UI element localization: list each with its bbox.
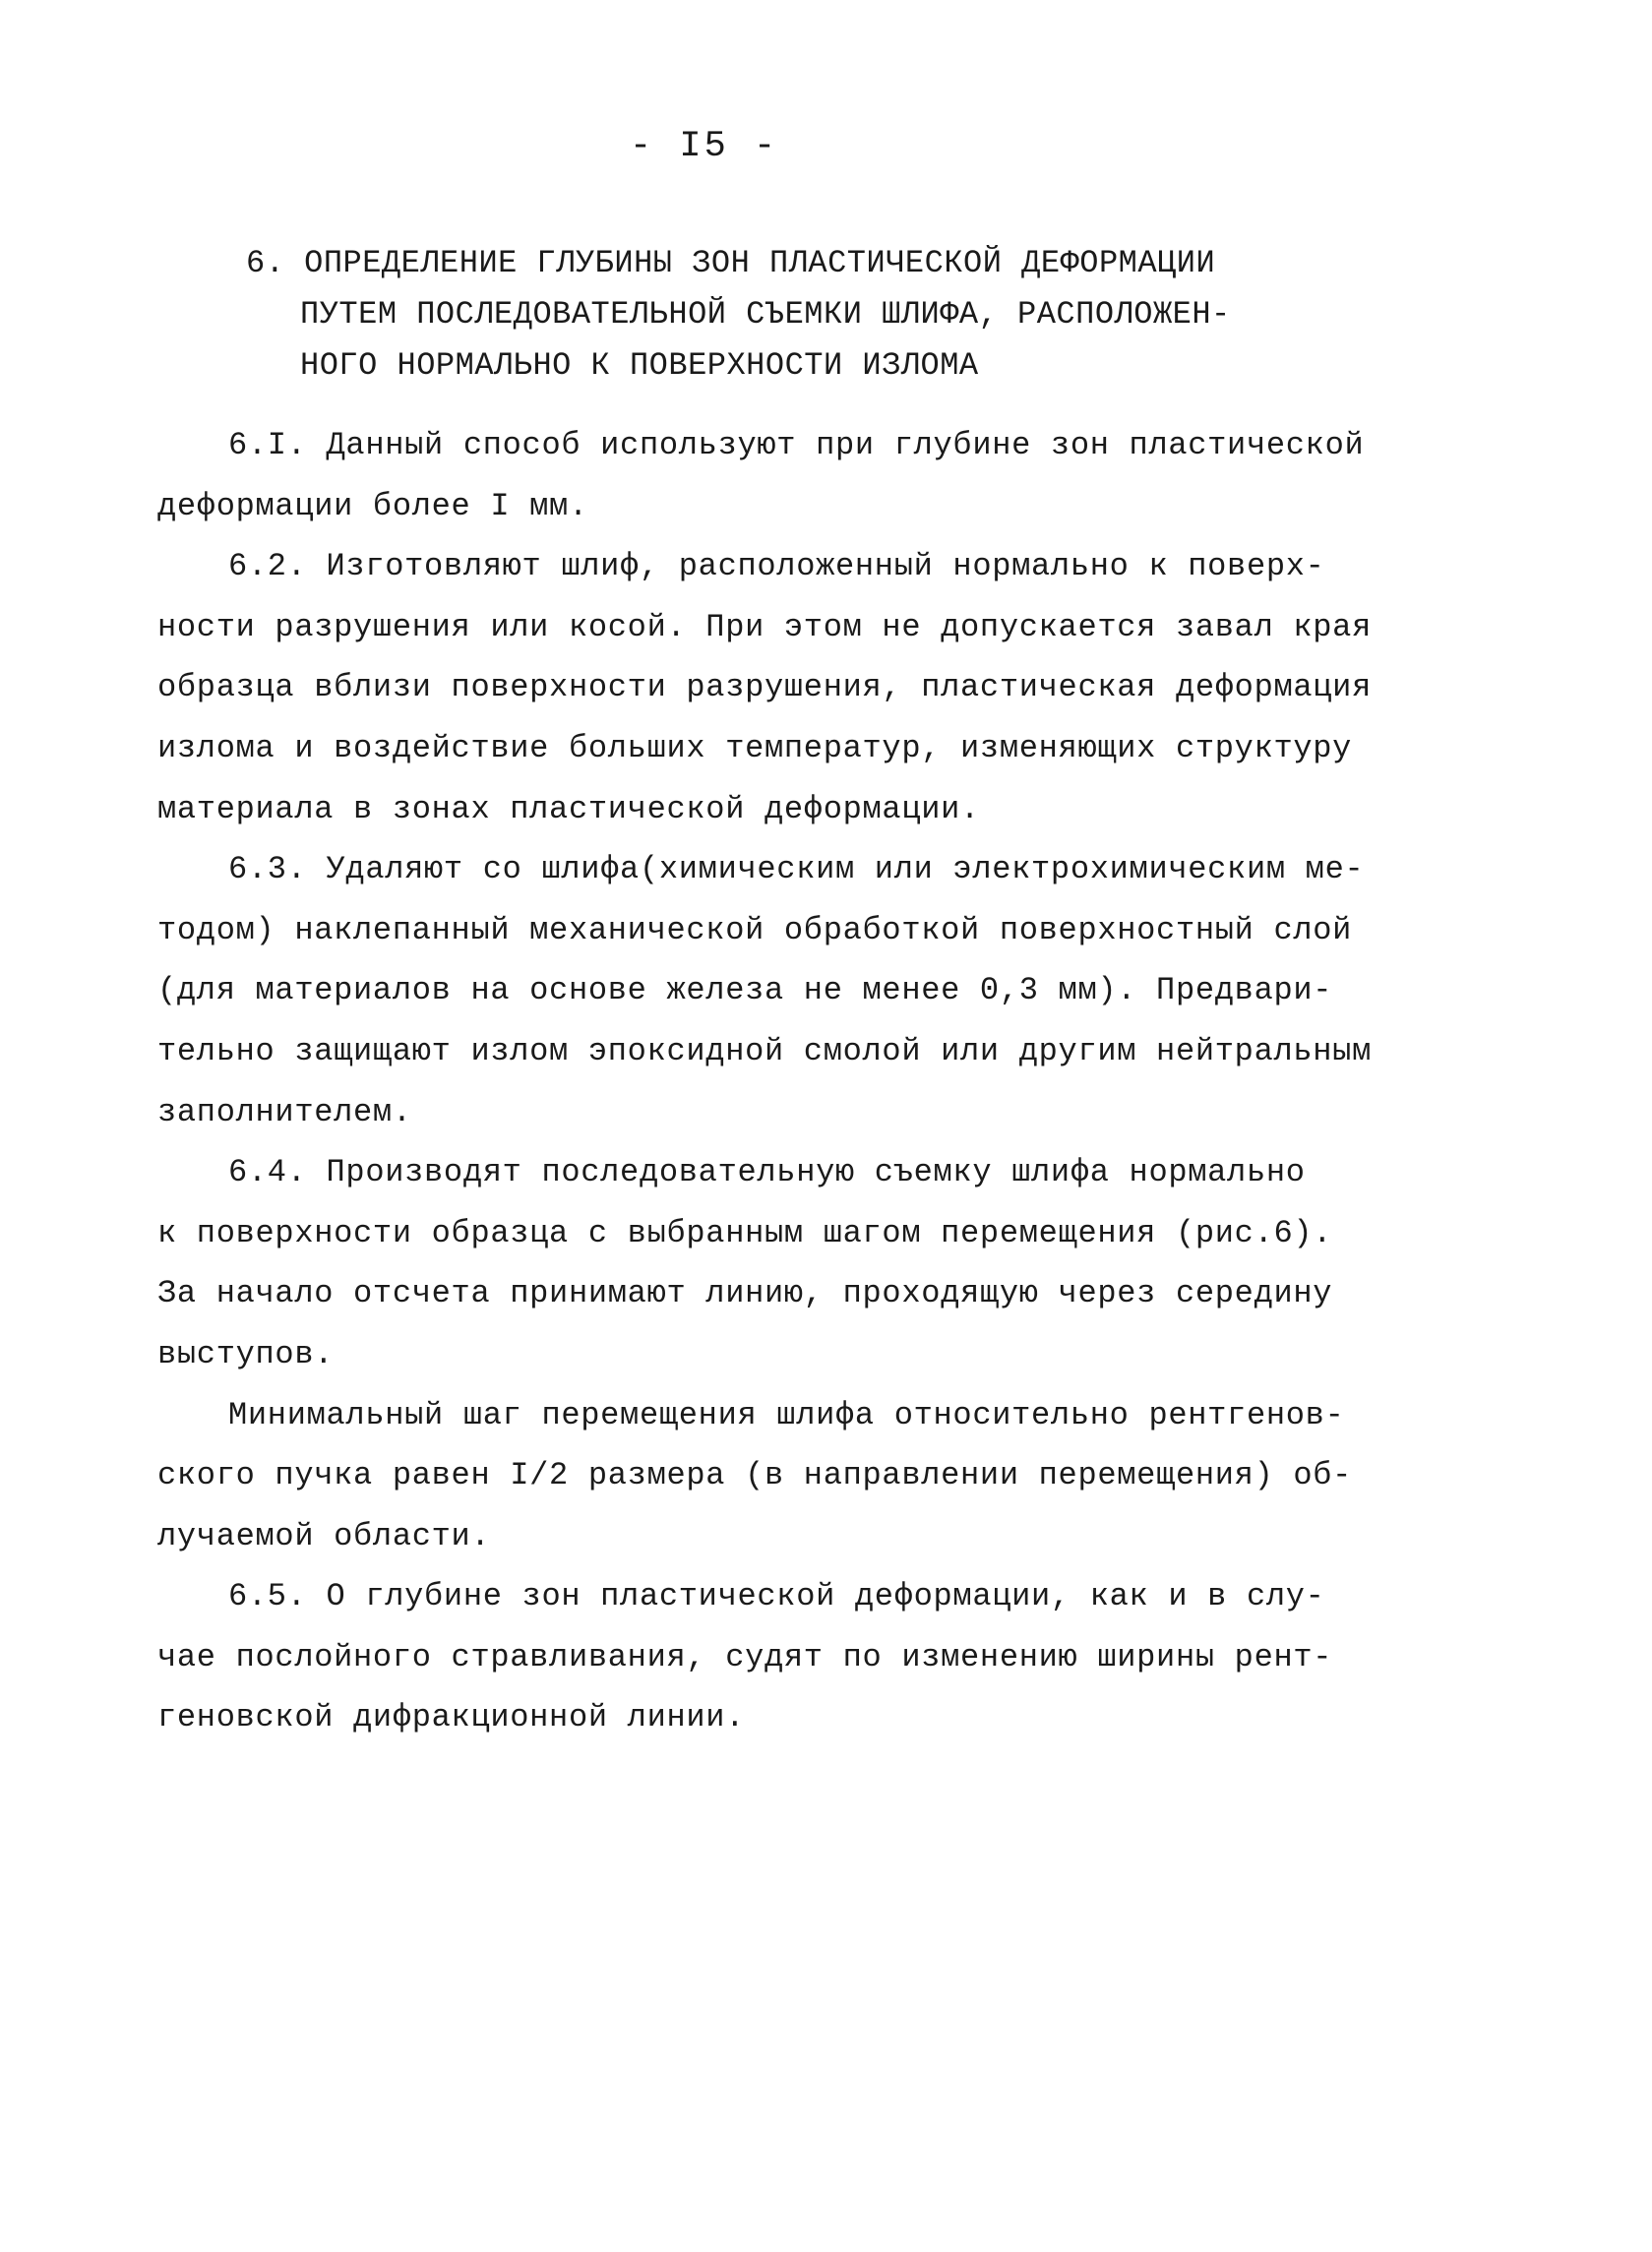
text-line: к поверхности образца с выбранным шагом перемещения (рис.6). [157,1214,1333,1251]
paragraph-minimal-step [157,1385,1353,1567]
text-line: излома и воздействие больших температур, изменяющих структуру [157,729,1353,766]
text-line: образца вблизи поверхности разрушения, пластическая деформация [157,669,1372,706]
text-line: деформации более I мм. [157,487,588,524]
text-line: (для материалов на основе железа не менее 0,3 мм). Предвари- [157,972,1333,1009]
text-line: геновской дифракционной линии. [157,1699,746,1736]
text-line: 6.2. Изготовляют шлиф, расположенный нормально к поверх- [228,548,1325,585]
text-line: ности разрушения или косой. При этом не допускается завал края [157,608,1372,645]
text-line: лучаемой области. [157,1517,491,1554]
text-line: ского пучка равен I/2 размера (в направлении перемещения) об- [157,1457,1353,1494]
text-line: 6.3. Удаляют со шлифа(химическим или электрохимическим ме- [228,851,1365,888]
text-line: чае послойного стравливания, судят по изменению ширины рент- [157,1638,1333,1675]
text-line: тельно защищают излом эпоксидной смолой или другим нейтральным [157,1032,1372,1069]
paragraph-6-1 [157,415,1365,536]
text-line: 6.5. О глубине зон пластической деформации, как и в слу- [228,1578,1325,1615]
heading-line: НОГО НОРМАЛЬНО К ПОВЕРХНОСТИ ИЗЛОМА [300,347,979,384]
page-number: - I5 - [630,126,779,167]
paragraph-6-4 [157,1142,1333,1384]
paragraph-6-5 [157,1566,1333,1748]
heading-line: ПУТЕМ ПОСЛЕДОВАТЕЛЬНОЙ СЪЕМКИ ШЛИФА, РАСПОЛОЖЕН- [300,296,1231,333]
text-line: выступов. [157,1335,335,1372]
text-line: тодом) наклепанный механической обработкой поверхностный слой [157,911,1353,948]
paragraph-6-2 [157,536,1372,839]
text-line: Минимальный шаг перемещения шлифа относительно рентгенов- [228,1396,1345,1433]
body-text [157,415,1372,1748]
text-line: заполнителем. [157,1093,412,1130]
paragraph-6-3 [157,839,1372,1142]
section-heading [246,238,1231,392]
text-line: 6.I. Данный способ используют при глубине зон пластической [228,427,1365,463]
text-line: 6.4. Производят последовательную съемку шлифа нормально [228,1154,1306,1191]
text-line: За начало отсчета принимают линию, проходящую через середину [157,1275,1333,1312]
text-line: материала в зонах пластической деформации. [157,790,980,827]
heading-line: 6. ОПРЕДЕЛЕНИЕ ГЛУБИНЫ ЗОН ПЛАСТИЧЕСКОЙ ДЕФОРМАЦИИ [246,245,1216,281]
